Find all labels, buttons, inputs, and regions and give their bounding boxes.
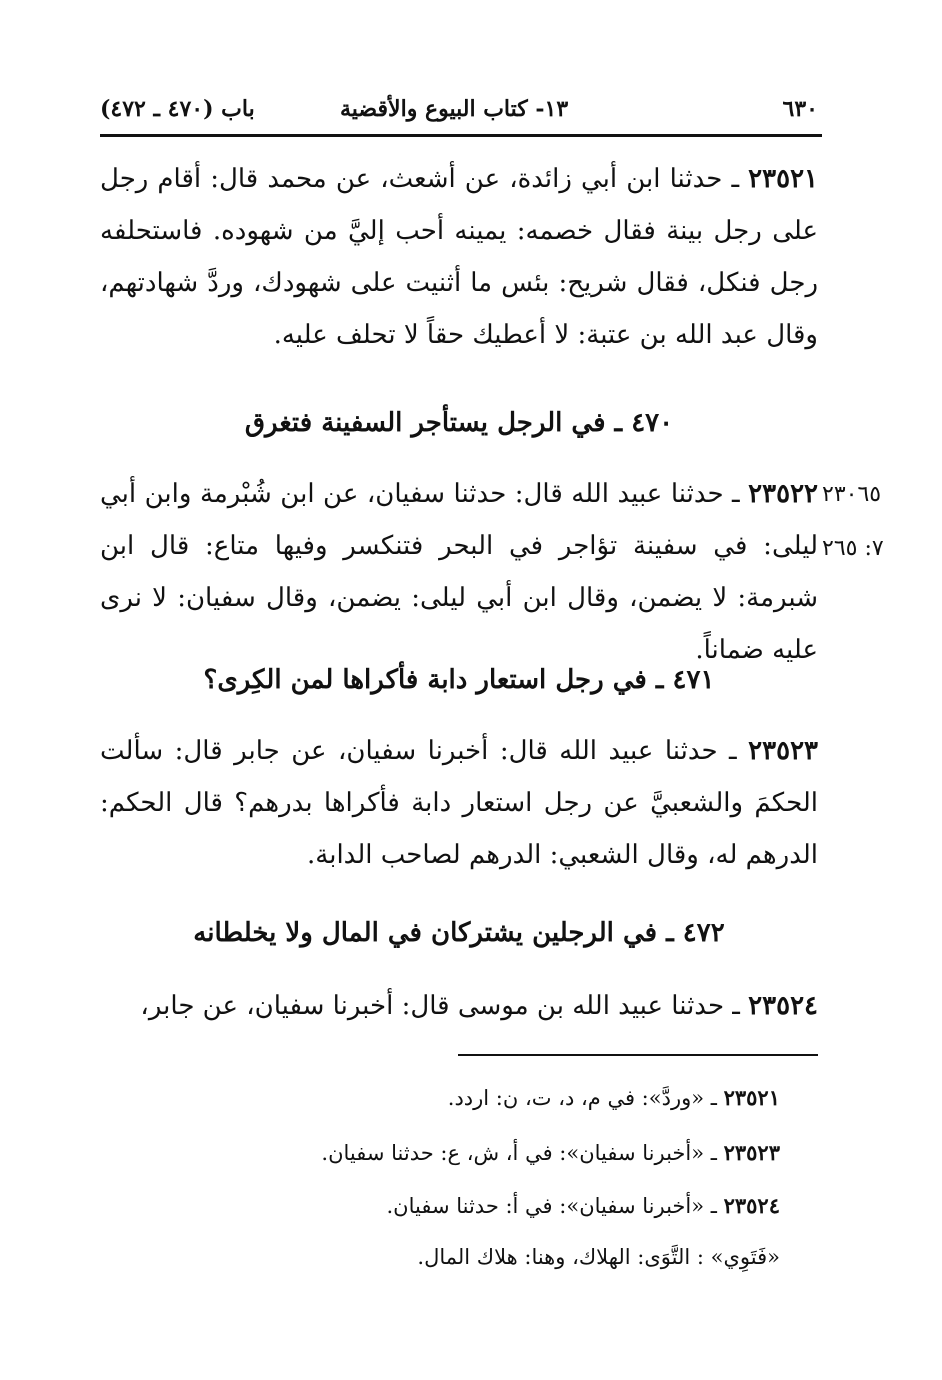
footnote: [200, 1193, 780, 1218]
chapter-heading-472: ٤٧٢ ـ في الرجلين يشتركان في المال ولا يخلطانه: [193, 918, 725, 948]
running-header: [100, 90, 822, 137]
book-title: ١٣- كتاب البيوع والأقضية: [340, 96, 569, 122]
footnote: [200, 1140, 780, 1165]
hadith-text: ـ حدثنا عبيد الله قال: أخبرنا سفيان، عن جابر قال: سألت الحكمَ والشعبيَّ عن رجل استعار دابة فأكراها بدرهم؟ قال الحكم: الدرهم له، وقال الشعبي: الدرهم لصاحب الدابة.: [100, 736, 818, 870]
hadith-text: ـ حدثنا ابن أبي زائدة، عن أشعث، عن محمد قال: أقام رجل على رجل بينة فقال خصمه: يمينه أحب إليَّ من شهوده. فاستحلفه رجل فنكل، فقال شريح: بئس ما أثنيت على شهودك، وردَّ شهادتهم، وقال عبد الله بن عتبة: لا أعطيك حقاً لا تحلف عليه.: [100, 164, 818, 350]
hadith-number: ٢٣٥٢٢: [748, 479, 818, 509]
footnote-text: ـ «أخبرنا سفيان»: في أ، ش، ع: حدثنا سفيان.: [321, 1141, 724, 1165]
hadith-23522: [100, 468, 818, 676]
chapter-range: باب (٤٧٠ ـ ٤٧٢): [100, 96, 255, 122]
footnote-text: ـ «أخبرنا سفيان»: في أ: حدثنا سفيان.: [386, 1194, 724, 1218]
hadith-text: ـ حدثنا عبيد الله قال: حدثنا سفيان، عن ابن شُبْرمة وابن أبي ليلى: في سفينة تؤاجر في البحر فتنكسر وفيها متاع: قال ابن شبرمة: لا يضمن، وقال ابن أبي ليلى: يضمن، وقال سفيان: لا نرى عليه ضماناً.: [100, 479, 818, 665]
hadith-text: ـ حدثنا عبيد الله بن موسى قال: أخبرنا سفيان، عن جابر،: [140, 991, 749, 1021]
chapter-heading-470: ٤٧٠ ـ في الرجل يستأجر السفينة فتغرق: [244, 408, 674, 438]
footnote: [200, 1085, 780, 1110]
margin-reference: ٢٣٠٦٥: [822, 482, 882, 507]
footnote-number: ٢٣٥٢١: [723, 1085, 780, 1110]
footnote-number: ٢٣٥٢٤: [723, 1193, 780, 1218]
footnote-number: ٢٣٥٢٣: [723, 1140, 780, 1165]
page-number: ٦٣٠: [782, 96, 818, 122]
hadith-number: ٢٣٥٢٤: [748, 991, 818, 1021]
footnote-text: «فَتَوِي» : التَّوَى: الهلاك، وهنا: هلاك المال.: [417, 1245, 780, 1269]
hadith-number: ٢٣٥٢١: [748, 164, 818, 194]
footnote: [200, 1245, 780, 1269]
chapter-heading-471: ٤٧١ ـ في رجل استعار دابة فأكراها لمن الكِرى؟: [203, 665, 715, 695]
hadith-23523: [100, 725, 818, 881]
footnote-divider: [458, 1054, 818, 1056]
hadith-23521: [100, 153, 818, 361]
margin-reference: ٧: ٢٦٥: [822, 536, 884, 561]
footnote-text: ـ «وردَّ»: في م، د، ت، ن: اردد.: [447, 1086, 724, 1110]
hadith-number: ٢٣٥٢٣: [748, 736, 818, 766]
hadith-23524: [100, 980, 818, 1032]
